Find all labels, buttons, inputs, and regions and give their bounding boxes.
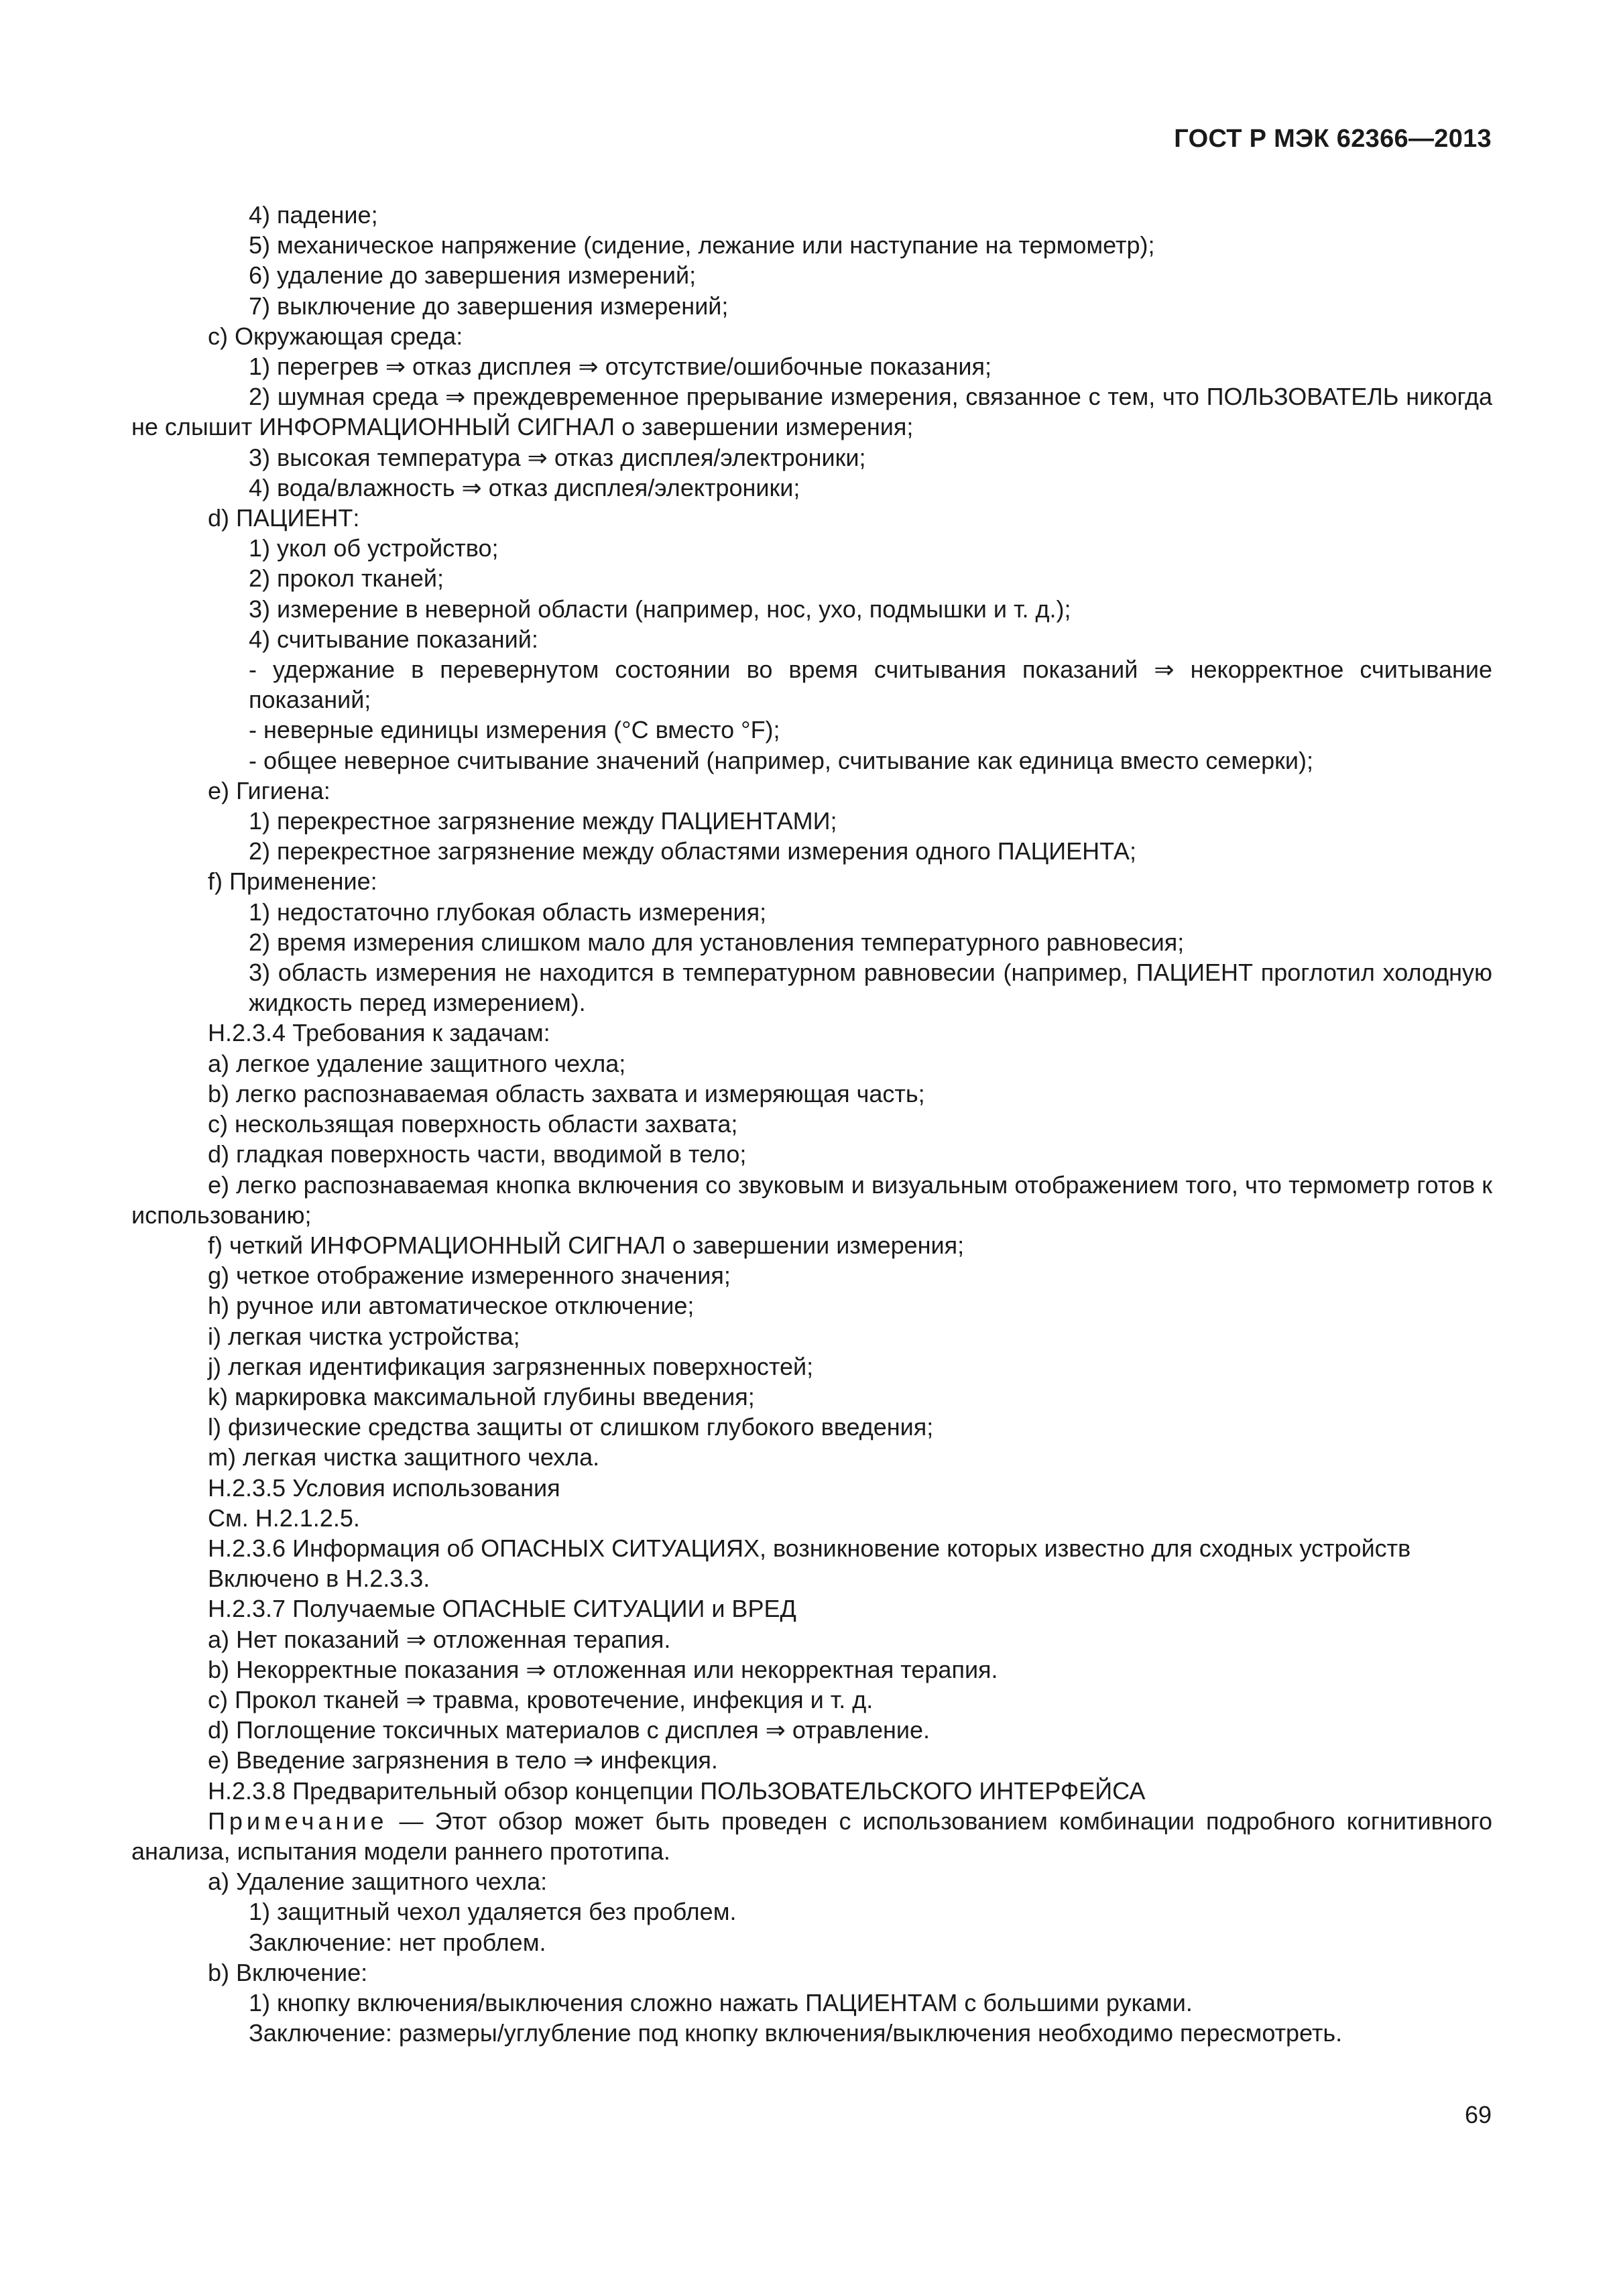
text-line: l) физические средства защиты от слишком глубокого введения; xyxy=(208,1413,934,1441)
text-line: 4) считывание показаний: xyxy=(249,625,538,653)
note-text: — Этот обзор может быть проведен с использованием комбинации подробного когнитивного анализа, испытания модели раннего прототипа. xyxy=(131,1807,1492,1865)
text-line: f) четкий ИНФОРМАЦИОННЫЙ СИГНАЛ о завершении измерения; xyxy=(208,1231,965,1259)
text-line: - удержание в перевернутом состоянии во время считывания показаний ⇒ некорректное считывание показаний; xyxy=(249,656,1492,714)
text-line: 5) механическое напряжение (сидение, лежание или наступание на термометр); xyxy=(249,231,1155,259)
note-paragraph xyxy=(131,1806,1492,1866)
text-line: 1) защитный чехол удаляется без проблем. xyxy=(249,1898,737,1926)
text-line: j) легкая идентификация загрязненных поверхностей; xyxy=(208,1352,814,1380)
text-line: h) ручное или автоматическое отключение; xyxy=(208,1292,695,1320)
text-line: а) Нет показаний ⇒ отложенная терапия. xyxy=(208,1625,671,1653)
text-line: 2) перекрестное загрязнение между областями измерения одного ПАЦИЕНТА; xyxy=(249,837,1136,865)
text-line: 1) перекрестное загрязнение между ПАЦИЕНТАМИ; xyxy=(249,807,837,835)
text-line: 1) недостаточно глубокая область измерения; xyxy=(249,898,767,926)
text-line: 4) вода/влажность ⇒ отказ дисплея/электроники; xyxy=(249,473,800,501)
text-line: 1) укол об устройство; xyxy=(249,534,499,562)
text-line: 2) шумная среда ⇒ преждевременное прерывание измерения, связанное с тем, что ПОЛЬЗОВАТЕЛЬ никогда не слышит ИНФОРМАЦИОННЫЙ СИГНАЛ о завершении измерения; xyxy=(131,383,1492,441)
text-line: b) Включение: xyxy=(208,1958,368,1986)
text-line: g) четкое отображение измеренного значения; xyxy=(208,1262,731,1290)
text-line: 1) кнопку включения/выключения сложно нажать ПАЦИЕНТАМ с большими руками. xyxy=(249,1988,1193,2016)
text-line: d) ПАЦИЕНТ: xyxy=(208,504,360,532)
text-line: 7) выключение до завершения измерений; xyxy=(249,292,729,320)
text-line: b) легко распознаваемая область захвата и измеряющая часть; xyxy=(208,1079,925,1107)
text-line: а) легкое удаление защитного чехла; xyxy=(208,1049,626,1077)
text-line: е) Гигиена: xyxy=(208,776,330,804)
text-line: Н.2.3.8 Предварительный обзор концепции ПОЛЬЗОВАТЕЛЬСКОГО ИНТЕРФЕЙСА xyxy=(208,1776,1146,1805)
text-line: е) Введение загрязнения в тело ⇒ инфекция. xyxy=(208,1746,718,1774)
text-line: а) Удаление защитного чехла: xyxy=(208,1868,548,1896)
text-line: с) Прокол тканей ⇒ травма, кровотечение, инфекция и т. д. xyxy=(208,1685,874,1713)
text-line: 4) падение; xyxy=(249,201,378,229)
document-header: ГОСТ Р МЭК 62366—2013 xyxy=(1174,125,1492,153)
text-line: См. Н.2.1.2.5. xyxy=(208,1504,360,1532)
text-line: i) легкая чистка устройства; xyxy=(208,1322,520,1350)
text-line: b) Некорректные показания ⇒ отложенная или некорректная терапия. xyxy=(208,1655,998,1683)
text-line: Н.2.3.6 Информация об ОПАСНЫХ СИТУАЦИЯХ, возникновение которых известно для сходных устройств xyxy=(208,1534,1411,1562)
text-line: Н.2.3.5 Условия использования xyxy=(208,1473,560,1502)
text-line: с) Окружающая среда: xyxy=(208,322,463,350)
text-line: k) маркировка максимальной глубины введения; xyxy=(208,1382,755,1410)
text-line: m) легкая чистка защитного чехла. xyxy=(208,1443,600,1471)
text-line: d) Поглощение токсичных материалов с дисплея ⇒ отравление. xyxy=(208,1716,930,1744)
text-line: - общее неверное считывание значений (например, считывание как единица вместо семерки); xyxy=(249,746,1314,774)
text-line: 3) область измерения не находится в температурном равновесии (например, ПАЦИЕНТ проглотил холодную жидкость перед измерением). xyxy=(249,959,1492,1017)
text-line: Заключение: нет проблем. xyxy=(249,1928,546,1956)
note-label: Примечание xyxy=(208,1807,388,1835)
text-line: е) легко распознаваемая кнопка включения со звуковым и визуальным отображением того, что термометр готов к использованию; xyxy=(131,1170,1492,1229)
text-line: Заключение: размеры/углубление под кнопку включения/выключения необходимо пересмотреть. xyxy=(249,2019,1343,2047)
text-line: 6) удаление до завершения измерений; xyxy=(249,261,697,290)
text-line: Н.2.3.7 Получаемые ОПАСНЫЕ СИТУАЦИИ и ВРЕД xyxy=(208,1595,796,1623)
text-line: Включено в Н.2.3.3. xyxy=(208,1565,430,1593)
text-line: 2) прокол тканей; xyxy=(249,564,444,593)
text-line: Н.2.3.4 Требования к задачам: xyxy=(208,1019,550,1047)
text-line: 1) перегрев ⇒ отказ дисплея ⇒ отсутствие/ошибочные показания; xyxy=(249,353,991,381)
page-number: 69 xyxy=(1464,2101,1492,2128)
text-line: d) гладкая поверхность части, вводимой в тело; xyxy=(208,1140,747,1168)
text-line: 2) время измерения слишком мало для установления температурного равновесия; xyxy=(249,928,1185,956)
text-line: 3) измерение в неверной области (например, нос, ухо, подмышки и т. д.); xyxy=(249,595,1071,623)
text-line: 3) высокая температура ⇒ отказ дисплея/электроники; xyxy=(249,443,866,471)
document-body xyxy=(131,200,1492,2048)
text-line: - неверные единицы измерения (°С вместо °F); xyxy=(249,716,780,744)
text-line: f) Применение: xyxy=(208,867,377,896)
text-line: с) нескользящая поверхность области захвата; xyxy=(208,1110,738,1138)
